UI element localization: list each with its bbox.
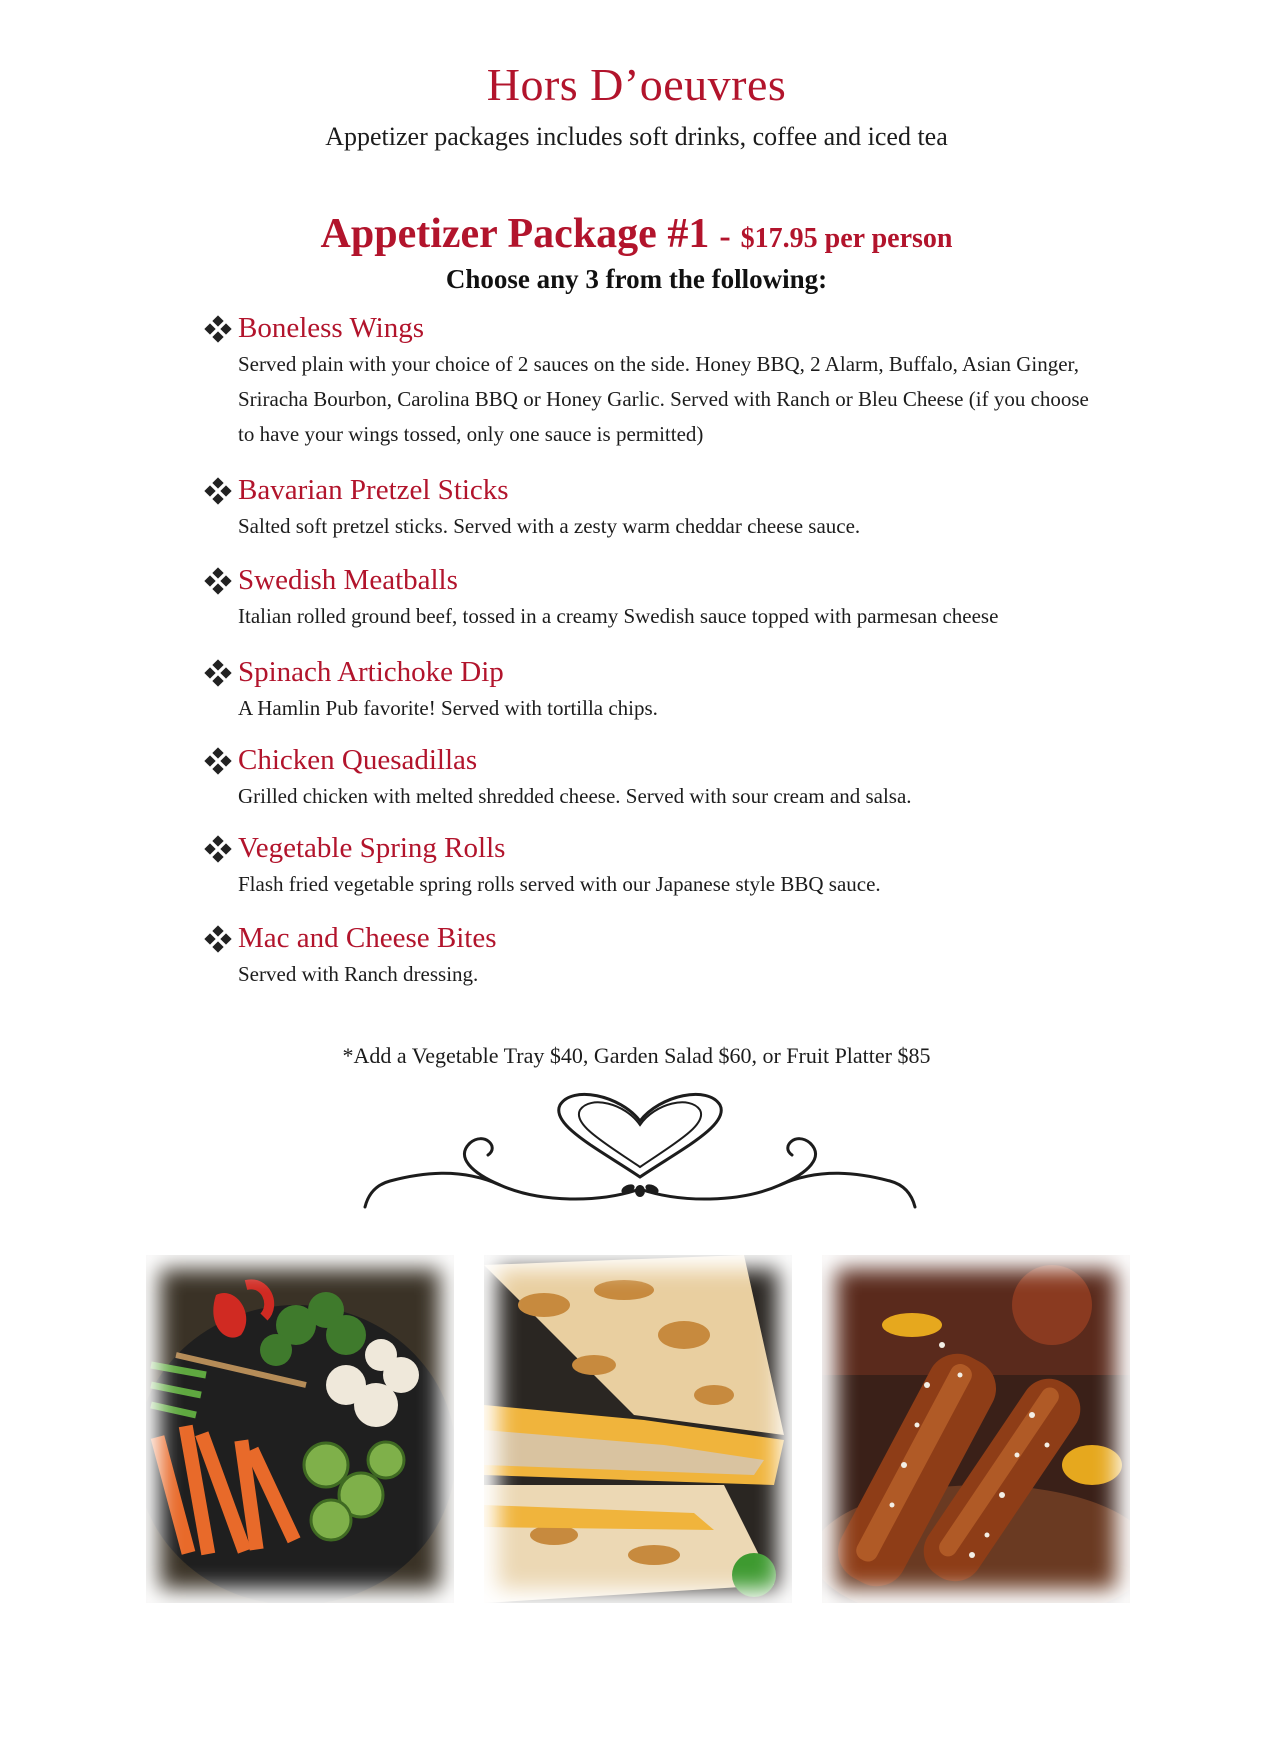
menu-item-description: Grilled chicken with melted shredded cheese. Served with sour cream and salsa. — [238, 784, 912, 808]
menu-item-description: Flash fried vegetable spring rolls served with our Japanese style BBQ sauce. — [238, 872, 881, 896]
menu-item-name: Bavarian Pretzel Sticks — [238, 474, 509, 506]
package-dash: - — [719, 218, 731, 255]
pretzel-sticks-photo — [822, 1255, 1130, 1603]
page-subtitle: Appetizer packages includes soft drinks, coffee and iced tea — [325, 122, 948, 151]
menu-item-spinach-artichoke-dip — [204, 656, 1104, 726]
menu-item-description: Served plain with your choice of 2 sauces on the side. Honey BBQ, 2 Alarm, Buffalo, Asian Ginger, Sriracha Bourbon, Carolina BBQ or Honey Garlic. Served with Ranch or Bleu Cheese (if you choose to have your wings tossed, only one sauce is permitted) — [238, 352, 1089, 446]
package-price: $17.95 per person — [740, 223, 953, 254]
menu-item-chicken-quesadillas — [204, 744, 1104, 814]
page-title: Hors D’oeuvres — [486, 59, 787, 110]
four-diamond-bullet-icon — [204, 477, 232, 505]
menu-item-description: Salted soft pretzel sticks. Served with a zesty warm cheddar cheese sauce. — [238, 514, 861, 538]
vegetable-tray-photo — [146, 1255, 454, 1603]
menu-item-name: Chicken Quesadillas — [238, 744, 478, 776]
menu-item-description: A Hamlin Pub favorite! Served with tortilla chips. — [238, 696, 658, 720]
quesadilla-photo — [484, 1255, 792, 1603]
menu-item-bavarian-pretzel-sticks — [204, 474, 1104, 544]
heart-scroll-divider-icon — [360, 1085, 920, 1210]
package-instruction: Choose any 3 from the following: — [445, 264, 828, 294]
menu-item-description: Italian rolled ground beef, tossed in a creamy Swedish sauce topped with parmesan cheese — [238, 604, 999, 628]
four-diamond-bullet-icon — [204, 659, 232, 687]
menu-item-name: Mac and Cheese Bites — [238, 922, 497, 954]
menu-item-name: Spinach Artichoke Dip — [238, 656, 504, 688]
four-diamond-bullet-icon — [204, 925, 232, 953]
menu-item-name: Vegetable Spring Rolls — [238, 832, 506, 864]
menu-item-description: Served with Ranch dressing. — [238, 962, 479, 986]
menu-item-swedish-meatballs — [204, 564, 1104, 634]
menu-item-mac-and-cheese-bites — [204, 922, 1104, 992]
menu-item-name: Boneless Wings — [238, 312, 424, 344]
four-diamond-bullet-icon — [204, 315, 232, 343]
addon-note: *Add a Vegetable Tray $40, Garden Salad $60, or Fruit Platter $85 — [342, 1043, 931, 1068]
package-name: Appetizer Package #1 — [320, 211, 710, 257]
package-heading — [0, 210, 1273, 258]
menu-item-vegetable-spring-rolls — [204, 832, 1104, 902]
four-diamond-bullet-icon — [204, 835, 232, 863]
four-diamond-bullet-icon — [204, 567, 232, 595]
four-diamond-bullet-icon — [204, 747, 232, 775]
menu-item-boneless-wings — [204, 312, 1104, 452]
menu-item-name: Swedish Meatballs — [238, 564, 458, 596]
